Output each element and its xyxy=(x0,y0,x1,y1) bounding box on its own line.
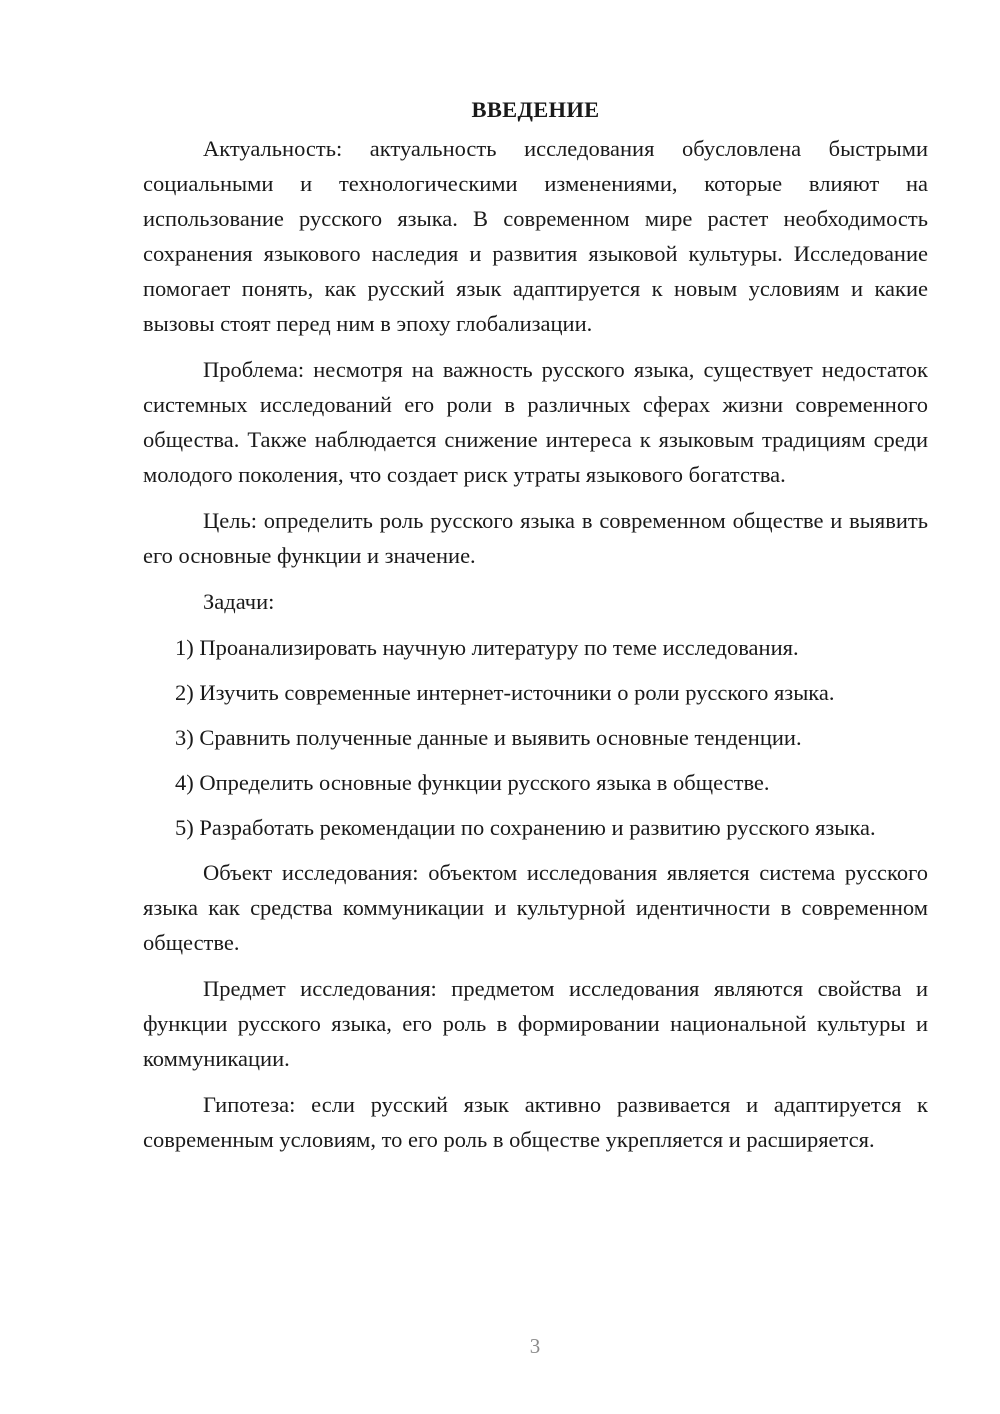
task-item: 2) Изучить современные интернет-источники о роли русского языка. xyxy=(175,680,835,705)
problem-paragraph: Проблема: несмотря на важность русского языка, существует недостаток системных исследований его роли в различных сферах жизни современного общества. Также наблюдается снижение интереса к языковым традициям среди молодого поколения, что создает риск утраты языкового богатства. xyxy=(143,357,928,487)
page-number: 3 xyxy=(529,1334,541,1358)
tasks-list xyxy=(143,630,928,845)
page-content xyxy=(143,92,928,1168)
tasks-heading: Задачи: xyxy=(203,589,275,614)
page-title: ВВЕДЕНИЕ xyxy=(471,97,600,122)
hypothesis-paragraph: Гипотеза: если русский язык активно развивается и адаптируется к современным условиям, то его роль в обществе укрепляется и расширяется. xyxy=(143,1092,928,1152)
task-item: 3) Сравнить полученные данные и выявить основные тенденции. xyxy=(175,725,802,750)
goal-paragraph: Цель: определить роль русского языка в современном обществе и выявить его основные функции и значение. xyxy=(143,508,928,568)
subject-paragraph: Предмет исследования: предметом исследования являются свойства и функции русского языка, его роль в формировании национальной культуры и коммуникации. xyxy=(143,976,928,1071)
task-item: 1) Проанализировать научную литературу по теме исследования. xyxy=(175,635,799,660)
task-item: 5) Разработать рекомендации по сохранению и развитию русского языка. xyxy=(175,815,876,840)
task-item: 4) Определить основные функции русского языка в обществе. xyxy=(175,770,770,795)
object-paragraph: Объект исследования: объектом исследования является система русского языка как средства коммуникации и культурной идентичности в современном обществе. xyxy=(143,860,928,955)
relevance-paragraph: Актуальность: актуальность исследования обусловлена быстрыми социальными и технологическими изменениями, которые влияют на использование русского языка. В современном мире растет необходимость сохранения языкового наследия и развития языковой культуры. Исследование помогает понять, как русский язык адаптируется к новым условиям и какие вызовы стоят перед ним в эпоху глобализации. xyxy=(143,136,928,336)
